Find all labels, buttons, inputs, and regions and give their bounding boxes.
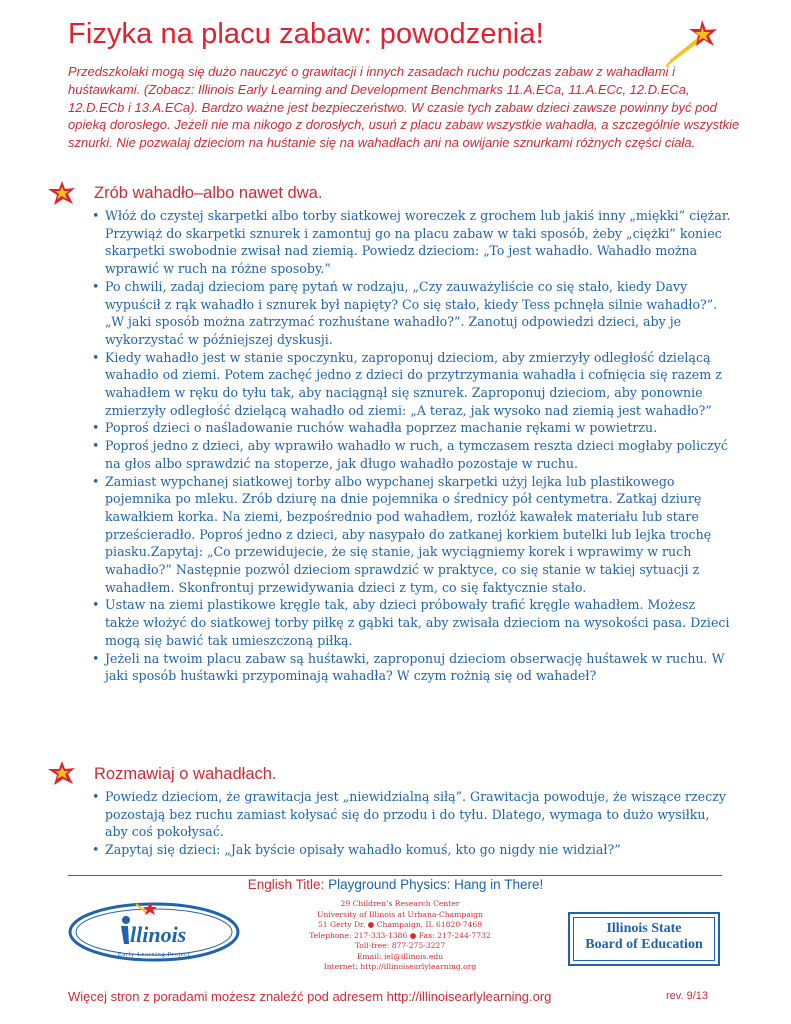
- section-list: [92, 207, 732, 685]
- svg-text:llinois: llinois: [130, 922, 187, 947]
- contact-line[interactable]: Email: iel@illinois.edu: [356, 951, 444, 961]
- svg-text:Early Learning Project: Early Learning Project: [117, 951, 191, 958]
- contact-line: University of Illinois at Urbana-Champaign: [317, 909, 483, 919]
- section-list: [92, 788, 732, 859]
- shooting-star-icon: [662, 18, 720, 68]
- divider: [68, 875, 722, 876]
- list-item: • Ustaw na ziemi plastikowe kręgle tak, aby dzieci próbowały trafić kręgle wahadłem. Możesz także włożyć do siatkowej torby piłkę z gąbki tak, aby zwisała dzieciom na wysokości pasa. Dzieci mogą się bawić tak umieszczoną piłką.: [92, 596, 732, 649]
- isbe-line: Board of Education: [585, 937, 703, 952]
- list-item: • Po chwili, zadaj dzieciom parę pytań w rodzaju, „Czy zauważyliście co się stało, kiedy Davy wypuścił z rąk wahadło i sznurek był napięty? Co się stało, kiedy Tess pchnęła silnie wahadło?”. „W jaki sposób można zatrzymać rozhuśtane wahadło?”. Zanotuj odpowiedzi dzieci, aby je wykorzystać w późniejszej dyskusji.: [92, 278, 732, 349]
- list-item: • Zapytaj się dzieci: „Jak byście opisały wahadło komuś, kto go nigdy nie widział?”: [92, 841, 732, 859]
- intro-paragraph: Przedszkolaki mogą się dużo nauczyć o grawitacji i innych zasadach ruchu podczas zabaw z wahadłami i huśtawkami. (Zobacz: Illinois Early Learning and Development Benchmarks 11.A.ECa, 11.A.ECc, 12.D.ECa, 12.D.ECb i 13.A.ECa). Bardzo ważne jest bezpieczeństwo. W czasie tych zabaw dzieci zawsze powinny być pod opieką dorosłego. Jeżeli nie ma nikogo z dorosłych, usuń z placu zabaw wszystkie wahadła, a szczególnie wszystkie sznurki. Nie pozwalaj dzieciom na huśtanie się na wahadłach ani na owijanie sznurkami różnych części ciała.: [68, 64, 740, 151]
- isbe-line: Illinois State: [606, 921, 682, 936]
- english-title-label: English Title:: [247, 877, 325, 892]
- contact-line: 29 Children’s Research Center: [340, 899, 460, 908]
- illinois-early-learning-logo: [66, 896, 242, 964]
- list-item: • Poproś jedno z dzieci, aby wprawiło wahadło w ruch, a tymczasem reszta dzieci mogłaby policzyć na głos albo sprawdzić na stoperze, jak długo wahadło pozostaje w ruchu.: [92, 437, 732, 472]
- footer-text: Więcej stron z poradami możesz znaleźć pod adresem http://illinoisearlylearning.org: [68, 989, 552, 1004]
- page-title: Fizyka na placu zabaw: powodzenia!: [68, 18, 544, 50]
- revision-label: rev. 9/13: [666, 990, 708, 1002]
- english-title-value: Playground Physics: Hang in There!: [328, 877, 544, 892]
- isbe-logo: [568, 912, 720, 966]
- list-item: • Jeżeli na twoim placu zabaw są huśtawki, zaproponuj dzieciom obserwację huśtawek w ruchu. W jaki sposób huśtawki przypominają wahadła? W czym rożnią się od wahadeł?: [92, 650, 732, 685]
- contact-line: Telephone: 217-333-1386 ● Fax: 217-244-7732: [309, 930, 491, 940]
- list-item: • Włóż do czystej skarpetki albo torby siatkowej woreczek z grochem lub jakiś inny „miękki” ciężar. Przywiąż do skarpetki sznurek i zamontuj go na placu zabaw w taki sposób, żeby „ciężki” koniec skarpetki swobodnie zwisał nad ziemią. Powiedz dzieciom: „To jest wahadło. Wahadło można wprawić w ruch na różne sposoby.”: [92, 207, 732, 278]
- list-item: • Poproś dzieci o naśladowanie ruchów wahadła poprzez machanie rękami w powietrzu.: [92, 419, 732, 437]
- contact-info: [250, 899, 550, 973]
- contact-line: Toll-free: 877-275-3227: [354, 941, 446, 950]
- contact-line[interactable]: Internet: http://illinoisearlylearning.org: [323, 962, 477, 971]
- list-item: • Zamiast wypchanej siatkowej torby albo wypchanej skarpetki użyj lejka lub plastikowego pojemnika po mleku. Zrób dziurę na dnie pojemnika o średnicy pół centymetra. Zatkaj dziurę kawałkiem korka. Na ziemi, bezpośrednio pod wahadłem, rozłóż kawałek materiału lub stare prześcieradło. Poproś jedno z dzieci, aby nasypało do zatkanej korkiem butelki lub lejka trochę piasku.Zapytaj: „Co przewidujecie, że się stanie, jak wyciągniemy korek i wprawimy w ruch wahadło?” Następnie pozwól dzieciom sprawdzić w praktyce, co się stanie w takiej sytuacji z wahadłem. Skonfrontuj przewidywania dzieci z tym, co się faktycznie stało.: [92, 473, 732, 597]
- list-item: • Powiedz dzieciom, że grawitacja jest „niewidzialną siłą”. Grawitacja powoduje, że wiszące rzeczy pozostają bez ruchu zamiast kołysać się do przodu i do tyłu. Dlatego, wymaga to dużo wysiłku, aby coś pokołysać.: [92, 788, 732, 841]
- star-bullet-icon: [46, 760, 78, 788]
- list-item: • Kiedy wahadło jest w stanie spoczynku, zaproponuj dzieciom, aby zmierzyły odległość dzielącą wahadło od ziemi. Potem zachęć jedno z dzieci do przytrzymania wahadła i cofnięcia się razem z wahadłem w ręku do tyłu tak, aby naciągnął się sznurek. Zaproponuj dzieciom, aby ponownie zmierzyły odległość dzielącą wahadło od ziemi: „A teraz, jak wysoko nad ziemią jest wahadło?”: [92, 349, 732, 420]
- section-heading: Rozmawiaj o wahadłach.: [94, 765, 277, 783]
- english-title: [0, 877, 791, 892]
- contact-line: 51 Gerty Dr. ● Champaign, IL 61820-7469: [317, 920, 483, 929]
- section-heading: Zrób wahadło–albo nawet dwa.: [94, 184, 323, 202]
- star-bullet-icon: [46, 180, 78, 208]
